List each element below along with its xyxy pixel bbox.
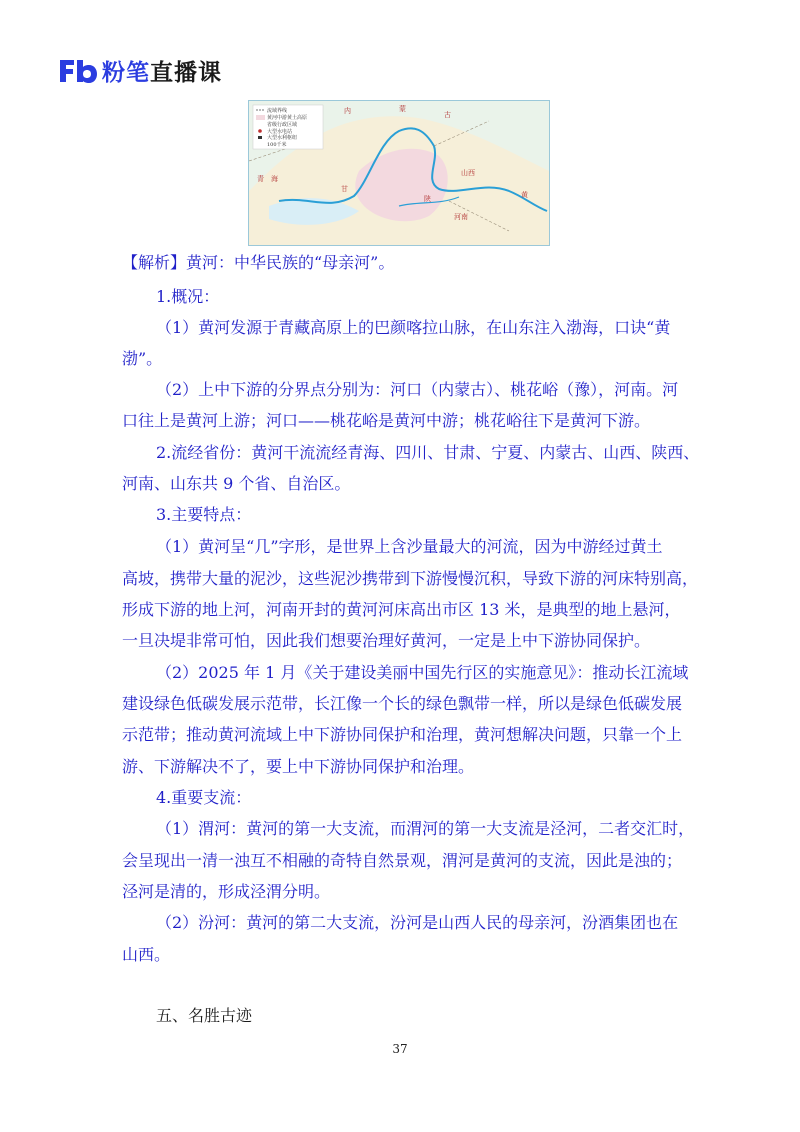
analysis-intro: 【解析】黄河：中华民族的“母亲河”。 [122,253,395,272]
yellow-river-map [248,100,550,246]
paragraph-line: 口往上是黄河上游；河口——桃花峪是黄河中游；桃花峪往下是黄河下游。 [122,411,651,430]
map-label-nei: 内 [344,107,351,115]
fenbi-logo-icon [58,58,98,84]
map-legend-5: 大型水利枢纽 [267,135,298,141]
map-legend-1: 流域界线 [267,108,288,114]
paragraph-line: （2）2025 年 1 月《关于建设美丽中国先行区的实施意见》：推动长江流域 [156,663,689,682]
map-label-shaan: 陕 [424,195,431,203]
map-legend-3: 省级行政区域 [267,122,298,128]
paragraph-line: 示范带；推动黄河流域上中下游协同保护和治理，黄河想解决问题，只靠一个上 [122,725,683,744]
paragraph-line: （2）上中下游的分界点分别为：河口（内蒙古）、桃花峪（豫），河南。河 [156,380,679,399]
map-label-qing: 青 [257,175,264,183]
paragraph-line: 一旦决堤非常可怕，因此我们想要治理好黄河，一定是上中下游协同保护。 [122,631,651,650]
logo-rest: 直播课 [150,60,222,86]
heading-tributaries: 4.重要支流： [156,788,252,807]
map-legend-4: 大型水电站 [267,129,293,135]
section-heading: 五、名胜古迹 [156,1006,253,1025]
paragraph-line: 形成下游的地上河，河南开封的黄河河床高出市区 13 米，是典型的地上悬河， [122,600,681,619]
paragraph-line: 建设绿色低碳发展示范带，长江像一个长的绿色飘带一样，所以是绿色低碳发展 [122,694,683,713]
paragraph-line: 2.流经省份：黄河干流流经青海、四川、甘肃、宁夏、内蒙古、山西、陕西、 [156,443,700,462]
paragraph-line: （1）渭河：黄河的第一大支流，而渭河的第一大支流是泾河，二者交汇时， [156,819,695,838]
page-number: 37 [392,1042,408,1056]
paragraph-line: 高坡，携带大量的泥沙，这些泥沙携带到下游慢慢沉积，导致下游的河床特别高， [122,569,699,588]
map-label-meng: 蒙 [399,105,406,113]
map-legend-2: 黄河中游黄土高原 [267,115,308,121]
heading-overview: 1.概况： [156,287,220,306]
map-label-shanxi: 山西 [461,169,475,177]
paragraph-line: 会呈现出一清一浊互不相融的奇特自然景观，渭河是黄河的支流，因此是浊的； [122,851,683,870]
map-label-hai: 海 [271,175,278,183]
paragraph-line: 山西。 [122,945,171,964]
logo-brand: 粉笔 [102,60,150,86]
map-label-gu: 古 [444,111,451,119]
map-legend-6: 100千米 [267,142,287,148]
paragraph-line: 游、下游解决不了，要上中下游协同保护和治理。 [122,757,475,776]
paragraph-line: （2）汾河：黄河的第二大支流，汾河是山西人民的母亲河，汾酒集团也在 [156,913,679,932]
map-label-huang: 黄 [521,191,528,199]
paragraph-line: 河南、山东共 9 个省、自治区。 [122,474,351,493]
paragraph-line: （1）黄河呈“几”字形，是世界上含沙量最大的河流，因为中游经过黄土 [156,537,663,556]
paragraph-line: （1）黄河发源于青藏高原上的巴颜喀拉山脉，在山东注入渤海，口诀“黄 [156,318,671,337]
map-label-henan: 河南 [454,213,468,221]
logo-text [102,54,222,87]
paragraph-line: 泾河是清的，形成泾渭分明。 [122,882,331,901]
paragraph-line: 渤”。 [122,349,163,368]
map-label-gan: 甘 [341,185,348,193]
heading-features: 3.主要特点： [156,505,252,524]
